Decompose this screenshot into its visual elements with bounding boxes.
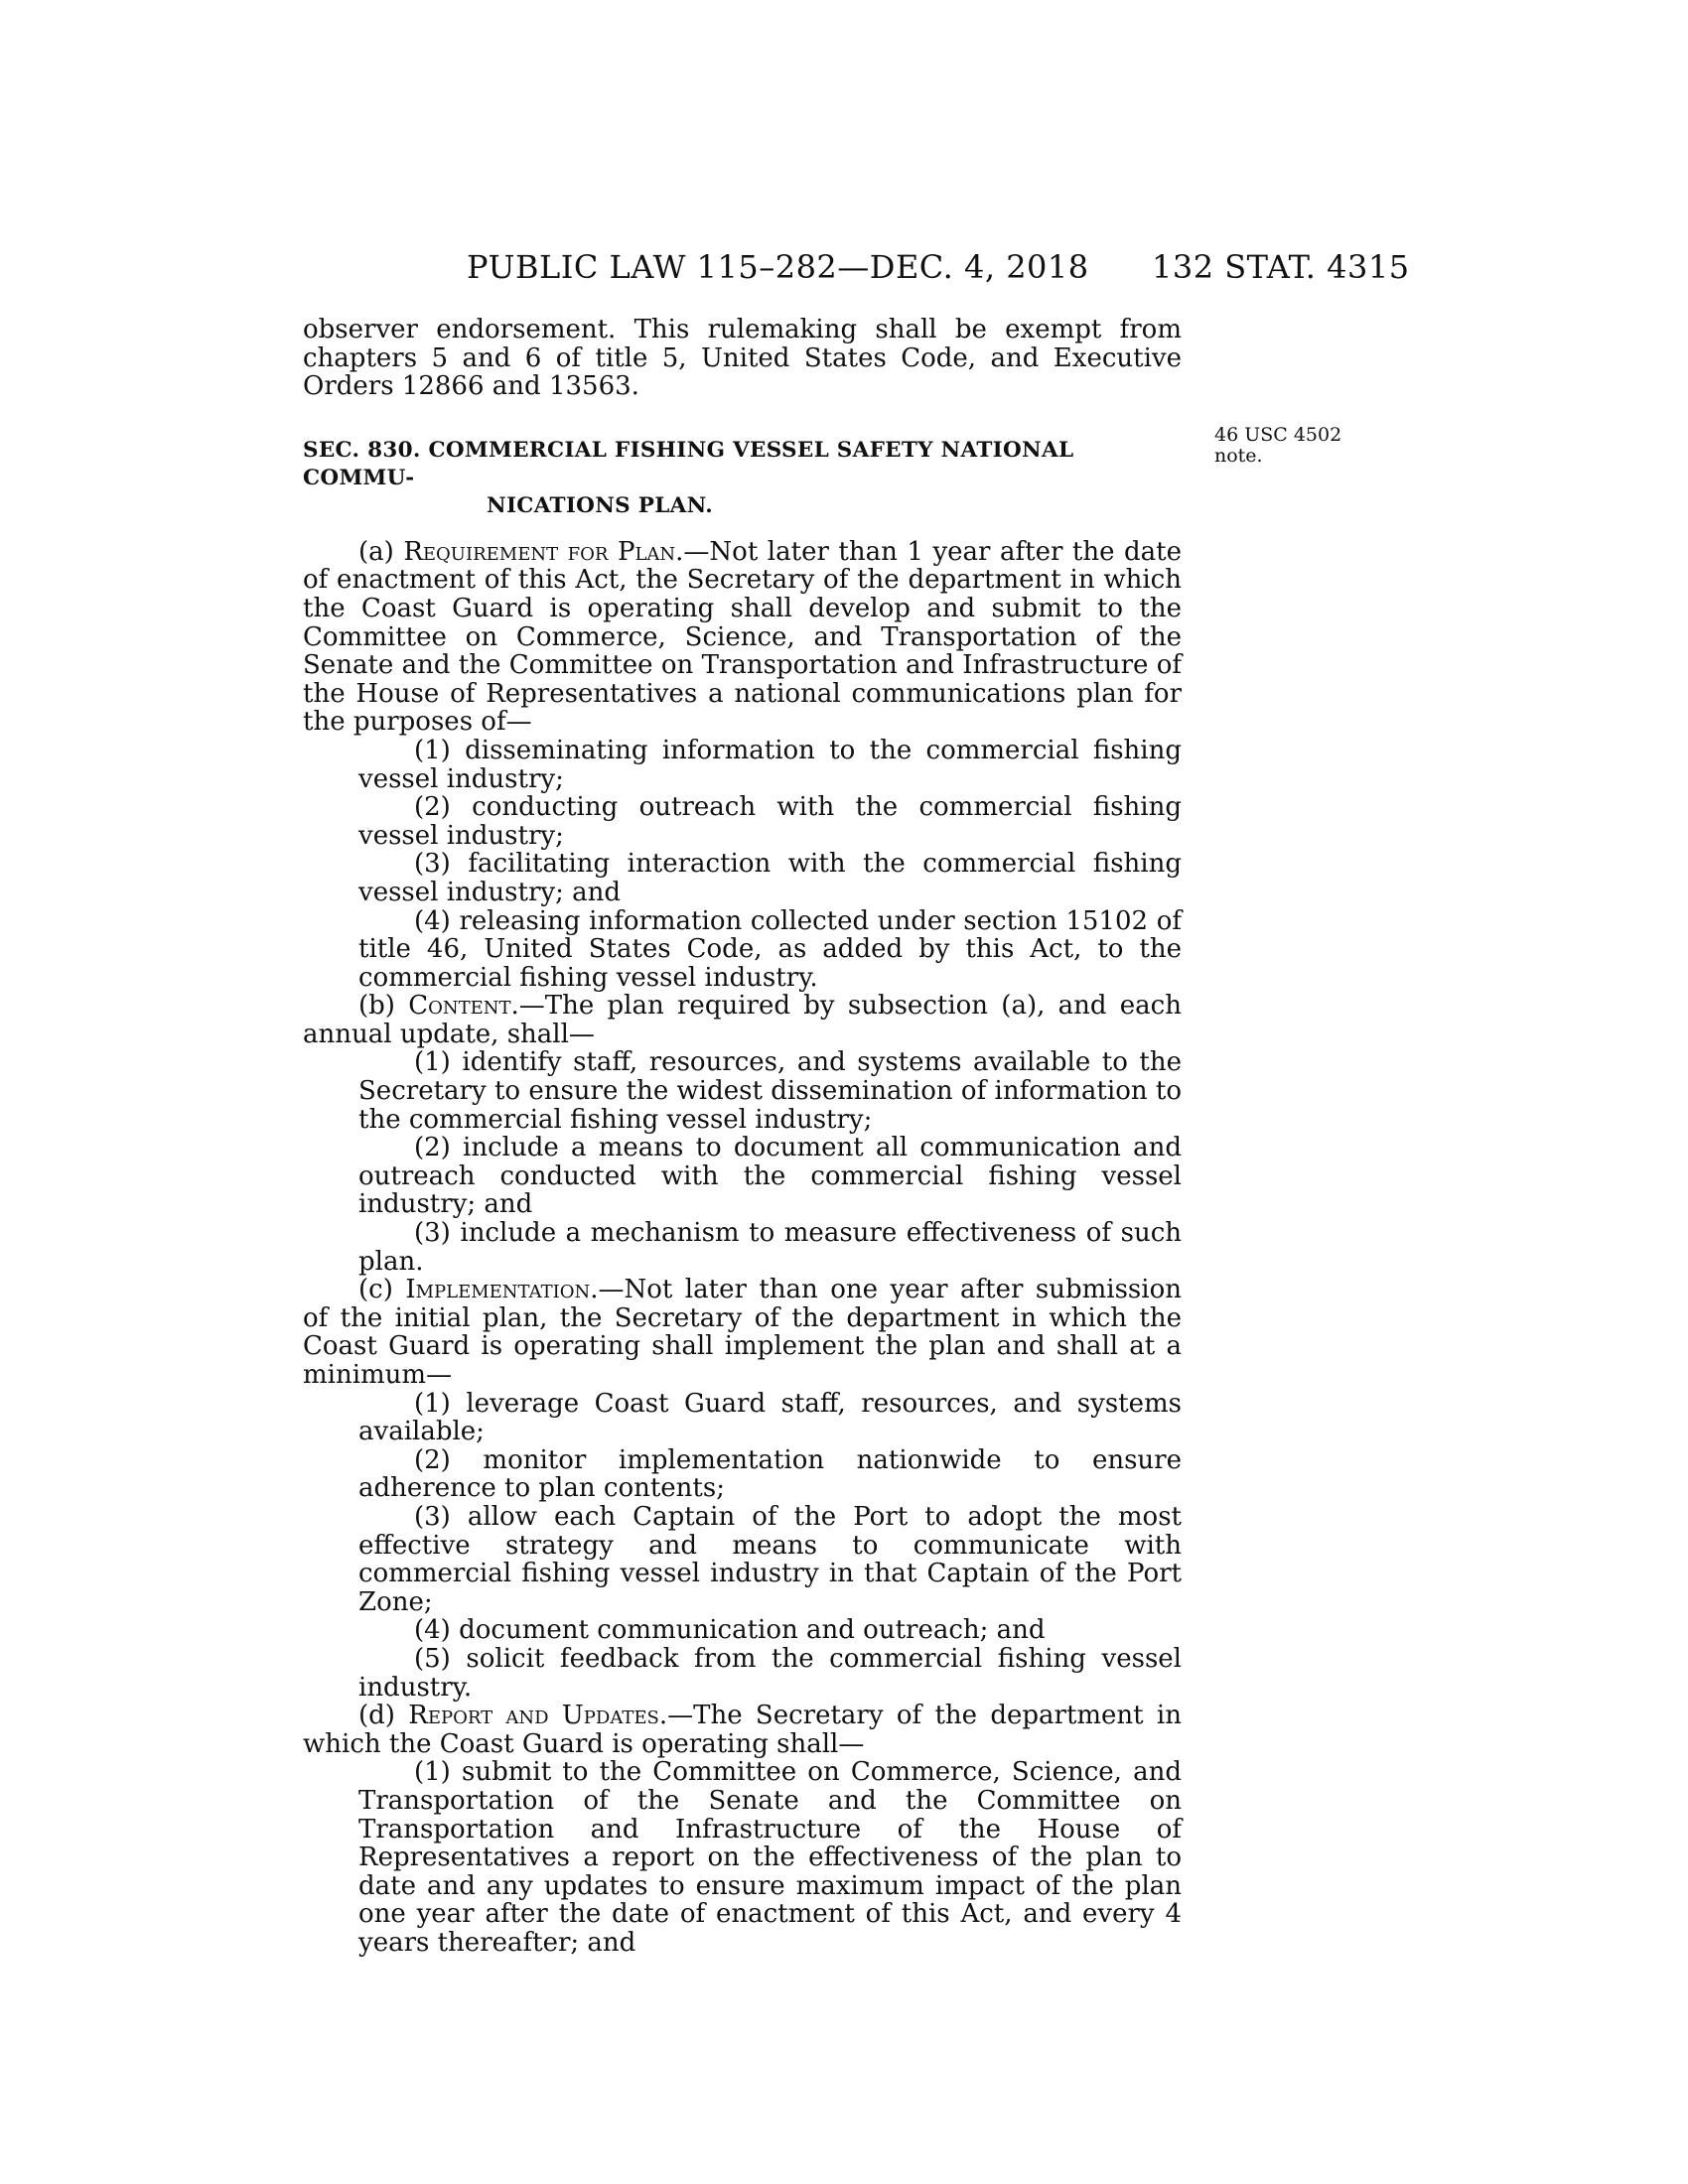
subsection-caption: Implementation. xyxy=(405,1275,599,1305)
list-item: (3) facilitating interaction with the commercial fishing vessel industry; and xyxy=(358,849,1182,907)
list-item: (4) document communication and outreach; and xyxy=(414,1615,1046,1646)
list-item: (2) include a means to document all communication and outreach conducted with the commercial fishing vessel industry; and xyxy=(358,1133,1182,1220)
list-item: (3) include a mechanism to measure effectiveness of such plan. xyxy=(358,1218,1182,1277)
subsection-label: (c) xyxy=(358,1275,406,1305)
subsection-lead-text: —The Secretary of the department in which the Coast Guard is operating shall— xyxy=(303,1701,1182,1759)
subsection-lead-text: —The plan required by subsection (a), and each annual update, shall— xyxy=(303,991,1182,1049)
subsection-caption: Requirement for Plan. xyxy=(403,536,684,567)
subsection-lead xyxy=(303,538,1182,737)
subsection-lead-text: —Not later than 1 year after the date of enactment of this Act, the Secretary of the department in which the Coast Guard is operating shall develop and submit to the Committee on Commerce, Science, and Transportation of the Senate and the Committee on Transportation and Infrastructure of the House of Representatives a national communications plan for the purposes of— xyxy=(303,536,1182,738)
subsection-b xyxy=(303,992,1182,1276)
subsection-lead xyxy=(303,992,1182,1048)
list-item: (3) allow each Captain of the Port to adopt the most effective strategy and means to communicate with commercial fishing vessel industry in that Captain of the Port Zone; xyxy=(358,1501,1182,1617)
subsection-a xyxy=(303,538,1182,993)
list-item: (1) submit to the Committee on Commerce, Science, and Transportation of the Senate and the Committee on Transportation and Infrastructure of the House of Representatives a report on the effectiveness of the plan to date and any updates to ensure maximum impact of the plan one year after the date of enactment of this Act, and every 4 years thereafter; and xyxy=(358,1757,1182,1958)
list-item: (1) disseminating information to the commercial fishing vessel industry; xyxy=(358,735,1182,794)
section-heading xyxy=(303,437,1182,520)
subsection-lead-text: —Not later than one year after submission of the initial plan, the Secretary of the department in which the Coast Guard is operating shall implement the plan and shall at a minimum— xyxy=(303,1275,1182,1390)
section-heading-line: SEC. 830. COMMERCIAL FISHING VESSEL SAFETY NATIONAL COMMU- xyxy=(303,437,1074,490)
stat-reference: 132 STAT. 4315 xyxy=(1152,248,1410,286)
margin-note xyxy=(1214,425,1341,467)
section-heading-line: NICATIONS PLAN. xyxy=(487,492,714,518)
subsection-lead xyxy=(303,1276,1182,1389)
list-item: (1) leverage Coast Guard staff, resources, and systems available; xyxy=(358,1388,1182,1447)
subsection-caption: Report and Updates. xyxy=(408,1701,668,1731)
running-title: PUBLIC LAW 115–282—DEC. 4, 2018 xyxy=(467,248,1089,286)
list-item: (2) monitor implementation nationwide to ensure adherence to plan contents; xyxy=(358,1444,1182,1504)
subsection-c xyxy=(303,1276,1182,1702)
subsection-d xyxy=(303,1702,1182,1957)
margin-note-line: 46 USC 4502 xyxy=(1214,424,1342,446)
subsection-label: (d) xyxy=(358,1701,409,1731)
subsection-caption: Content. xyxy=(408,991,519,1022)
list-item: (5) solicit feedback from the commercial fishing vessel industry. xyxy=(358,1643,1182,1703)
carryover-paragraph: observer endorsement. This rulemaking shall be exempt from chapters 5 and 6 of title 5, United States Code, and Executive Orders 12866 and 13563. xyxy=(303,315,1182,402)
list-item: (1) identify staff, resources, and systems available to the Secretary to ensure the widest dissemination of information to the commercial fishing vessel industry; xyxy=(358,1047,1182,1135)
list-item: (4) releasing information collected under section 15102 of title 46, United States Code, as added by this Act, to the commercial fishing vessel industry. xyxy=(358,905,1182,993)
margin-note-line: note. xyxy=(1214,445,1263,467)
subsection-lead xyxy=(303,1702,1182,1758)
document-body xyxy=(303,316,1182,1957)
subsection-label: (a) xyxy=(358,536,404,567)
list-item: (2) conducting outreach with the commercial fishing vessel industry; xyxy=(358,792,1182,851)
subsection-label: (b) xyxy=(358,991,409,1022)
